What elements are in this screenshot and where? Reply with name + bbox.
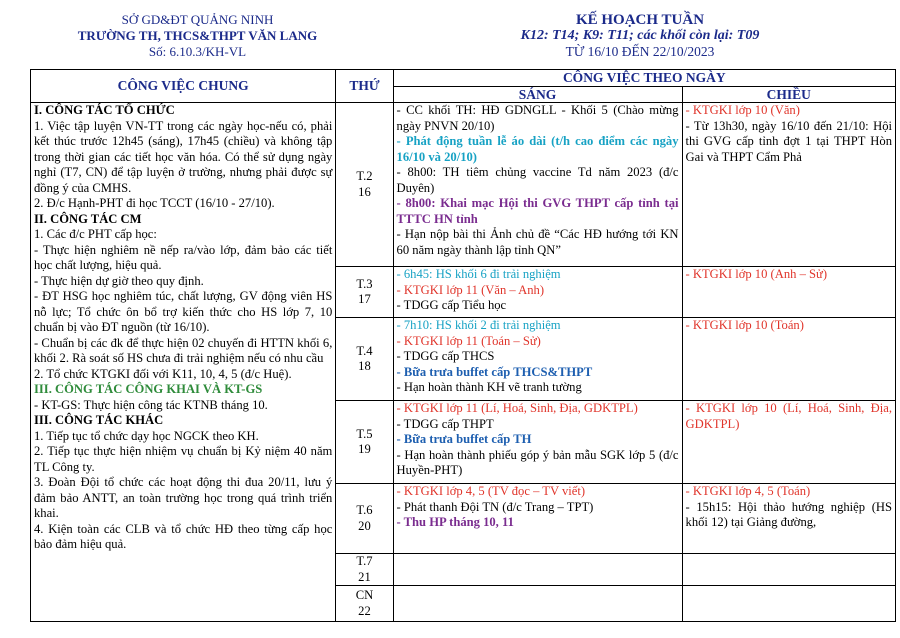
afternoon-cell [682, 103, 895, 267]
plan-dates: TỪ 16/10 ĐẾN 22/10/2023 [565, 44, 715, 59]
afternoon-task: - KTGKI lớp 10 (Anh – Sử) [685, 267, 828, 281]
daily-work-header: CÔNG VIỆC THEO NGÀY [393, 70, 895, 87]
document-number: Số: 6.10.3/KH-VL [148, 44, 247, 59]
other-item: 4. Kiện toàn các CLB và tổ chức HĐ theo từng cấp học bảo đảm hiệu quả. [34, 521, 333, 551]
day-name: T.2 [356, 169, 373, 183]
afternoon-cell [682, 267, 895, 318]
other-item: 1. Tiếp tục tổ chức dạy học NGCK theo KH. [34, 428, 259, 443]
morning-task: - TDGG cấp Tiểu học [396, 298, 507, 312]
afternoon-cell [682, 401, 895, 484]
afternoon-cell [682, 554, 895, 586]
professional-item: - Thực hiện dự giờ theo quy định. [34, 273, 204, 288]
general-work-header: CÔNG VIỆC CHUNG [31, 70, 336, 103]
section-other-title: III. CÔNG TÁC KHÁC [34, 413, 164, 427]
day-date: 18 [358, 359, 371, 373]
morning-task: - KTGKI lớp 4, 5 (TV đọc – TV viết) [396, 484, 586, 498]
section-disclosure-title: III. CÔNG TÁC CÔNG KHAI VÀ KT-GS [34, 382, 263, 396]
morning-cell [393, 484, 682, 554]
day-date: 20 [358, 518, 371, 533]
morning-task: - Phát thanh Đội TN (đ/c Trang – TPT) [396, 499, 594, 514]
afternoon-task: - KTGKI lớp 10 (Lí, Hoá, Sinh, Địa, GDKTPL) [685, 401, 892, 431]
general-work-cell [31, 103, 336, 622]
day-date: 17 [358, 292, 371, 306]
morning-task: - 7h10: HS khối 2 đi trải nghiệm [396, 318, 561, 332]
morning-cell [393, 318, 682, 401]
morning-task: - KTGKI lớp 11 (Văn – Anh) [396, 282, 545, 297]
other-item: 2. Tiếp tục thực hiện nhiệm vụ chuẩn bị Kỷ niệm 40 năm TL Công ty. [34, 444, 333, 474]
header-left [0, 12, 395, 60]
afternoon-task: - KTGKI lớp 10 (Toán) [685, 318, 804, 332]
weekly-plan-table [30, 69, 896, 622]
day-cell [336, 103, 393, 267]
professional-item: - ĐT HSG học nghiêm túc, chất lượng, GV động viên HS nỗ lực; Tổ chức ôn bổ trợ kiến thức cho HS lớp 7, 10 chuẩn bị vào ĐT nguồn (từ 16/10). [34, 289, 333, 334]
morning-task: - Bữa trưa buffet cấp TH [396, 432, 532, 446]
morning-cell [393, 401, 682, 484]
day-header: THỨ [336, 70, 393, 103]
day-date: 19 [358, 442, 371, 456]
afternoon-task: - Từ 13h30, ngày 16/10 đến 21/10: Hội thi GVG cấp tỉnh đợt 1 tại THPT Hòn Gai và THPT Cẩm Phả [685, 118, 892, 164]
organization-item: 1. Việc tập luyện VN-TT trong các ngày học-nếu có, phải kết thúc trước 12h45 (sáng), 17h45 (chiều) và không tập trong thời gian các tiết học văn hóa. Có thể sử dụng ngày nghỉ (T7, CN) để tập luyện ở trường, nhưng phải được sự đồng ý của CMHS. [34, 118, 333, 195]
morning-task: - CC khối TH: HĐ GDNGLL - Khối 5 (Chào mừng ngày PNVN 20/10) [396, 103, 679, 133]
professional-item: 1. Các đ/c PHT cấp học: [34, 227, 157, 241]
afternoon-cell [682, 484, 895, 554]
morning-header: SÁNG [393, 86, 682, 103]
professional-item: - Thực hiện nghiêm nề nếp ra/vào lớp, đảm bảo các tiết học chất lượng, hiệu quả. [34, 242, 333, 272]
day-cell [336, 554, 393, 586]
morning-task: - 8h00: Khai mạc Hội thi GVG THPT cấp tỉnh tại TTTC HN tỉnh [396, 196, 679, 226]
day-name: T.6 [356, 503, 373, 517]
day-name: T.5 [356, 426, 373, 441]
morning-task: - TDGG cấp THCS [396, 349, 495, 363]
morning-task: - Hạn hoàn thành KH vẽ tranh tường [396, 380, 582, 394]
day-date: 21 [358, 569, 371, 584]
day-date: 16 [358, 184, 371, 199]
day-cell [336, 401, 393, 484]
morning-task: - Bữa trưa buffet cấp THCS&THPT [396, 364, 593, 379]
afternoon-header: CHIỀU [682, 86, 895, 103]
section-professional-title: II. CÔNG TÁC CM [34, 211, 142, 226]
organization-item: 2. Đ/c Hạnh-PHT đi học TCCT (16/10 - 27/10). [34, 196, 275, 210]
morning-task: - Thu HP tháng 10, 11 [396, 515, 514, 529]
plan-grades: K12: T14; K9: T11; các khối còn lại: T09 [520, 28, 760, 43]
morning-cell [393, 103, 682, 267]
afternoon-cell [682, 318, 895, 401]
professional-item: 2. Tổ chức KTGKI đối với K11, 10, 4, 5 (đ/c Huệ). [34, 366, 292, 381]
day-name: T.4 [356, 343, 373, 358]
day-cell [336, 267, 393, 318]
afternoon-cell [682, 586, 895, 622]
section-organization-title: I. CÔNG TÁC TỔ CHỨC [34, 103, 175, 117]
morning-task: - Hạn nộp bài thi Ảnh chủ đề “Các HĐ hướng tới KN 60 năm ngày thành lập tỉnh QN” [396, 227, 679, 257]
other-item: 3. Đoàn Đội tổ chức các hoạt động thi đua 20/11, lưu ý đảm bảo ANTT, an toàn trường học trong quá trình triển khai. [34, 475, 333, 520]
day-name: CN [355, 588, 374, 602]
professional-item: - Chuẩn bị các đk để thực hiện 02 chuyến đi HTTN khối 6, khối 2. Rà soát số HS chưa đi trải nghiệm nếu có nhu cầu [34, 335, 333, 365]
disclosure-item: - KT-GS: Thực hiện công tác KTNB tháng 10. [34, 397, 268, 412]
day-cell [336, 318, 393, 401]
morning-task: - Hạn hoàn thành phiếu góp ý bản mẫu SGK lớp 5 (đ/c Huyền-PHT) [396, 447, 679, 477]
morning-task: - KTGKI lớp 11 (Toán – Sử) [396, 333, 541, 348]
morning-task: - 6h45: HS khối 6 đi trải nghiệm [396, 267, 561, 281]
morning-task: - Phát động tuần lễ áo dài (t/h cao điểm các ngày 16/10 và 20/10) [396, 134, 679, 164]
day-name: T.3 [356, 276, 373, 291]
afternoon-task: - 15h15: Hội thảo hướng nghiệp (HS khối 12) tại Giảng đường, [685, 499, 892, 529]
day-name: T.7 [356, 554, 373, 568]
header-right [380, 12, 900, 60]
plan-title: KẾ HOẠCH TUẦN [575, 12, 705, 28]
morning-cell [393, 554, 682, 586]
morning-task: - 8h00: TH tiêm chủng vaccine Td năm 2023 (đ/c Duyên) [396, 165, 679, 195]
morning-task: - TDGG cấp THPT [396, 416, 494, 431]
afternoon-task: - KTGKI lớp 4, 5 (Toán) [685, 484, 811, 498]
department-name: SỞ GD&ĐT QUẢNG NINH [121, 12, 274, 27]
day-cell [336, 586, 393, 622]
day-row [31, 103, 896, 267]
day-cell [336, 484, 393, 554]
morning-cell [393, 586, 682, 622]
morning-cell [393, 267, 682, 318]
school-name: TRƯỜNG TH, THCS&THPT VĂN LANG [77, 28, 318, 43]
day-date: 22 [358, 603, 371, 618]
morning-task: - KTGKI lớp 11 (Lí, Hoá, Sinh, Địa, GDKTPL) [396, 401, 638, 415]
afternoon-task: - KTGKI lớp 10 (Văn) [685, 103, 800, 117]
